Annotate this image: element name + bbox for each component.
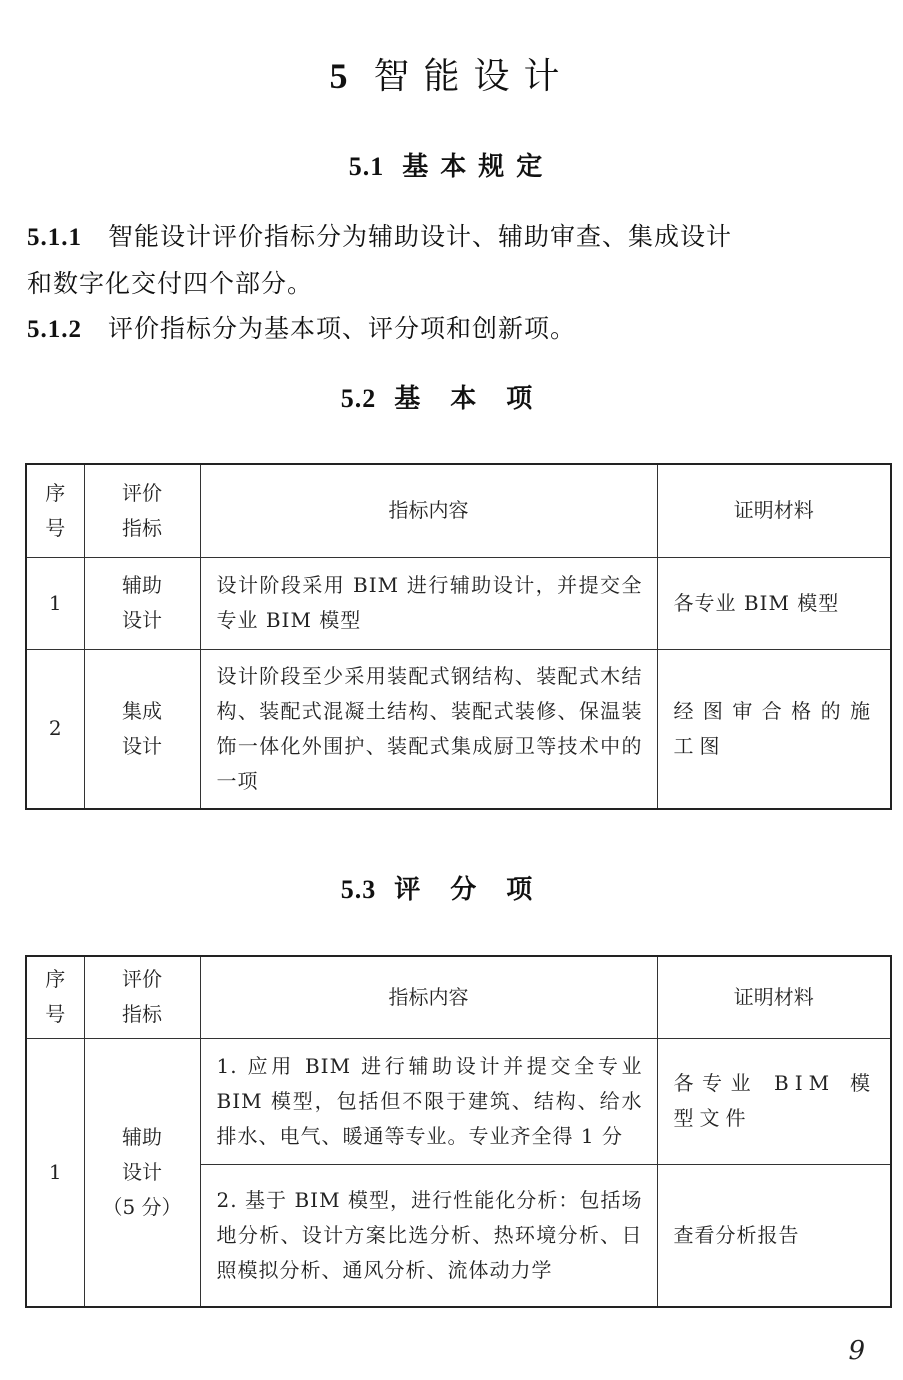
chapter-title-text: 智能设计: [373, 56, 574, 97]
cell-content: 1. 应用 BIM 进行辅助设计并提交全专业 BIM 模型，包括但不限于建筑、结构、给水排水、电气、暖通等专业。专业齐全得 1 分: [200, 1038, 657, 1164]
header-proof: 证明材料: [657, 956, 891, 1038]
cell-content: 2. 基于 BIM 模型，进行性能化分析：包括场地分析、设计方案比选分析、热环境分析、日照模拟分析、通风分析、流体动力学: [200, 1164, 657, 1307]
chapter-number: 5: [329, 56, 348, 96]
section-number: 5.2: [340, 384, 377, 413]
section-heading-5-3: [0, 873, 903, 907]
header-content: 指标内容: [200, 464, 657, 557]
scoring-items-table: [25, 955, 892, 1308]
table-row: [26, 557, 891, 649]
cell-seq: 2: [26, 649, 84, 809]
header-indicator: 评价 指标: [84, 956, 200, 1038]
header-content: 指标内容: [200, 956, 657, 1038]
section-heading-5-1: [0, 150, 903, 184]
cell-seq: 1: [26, 1038, 84, 1307]
header-proof: 证明材料: [657, 464, 891, 557]
cell-proof: 各专业 BIM 模型文件: [657, 1038, 891, 1164]
clause-5-1-1: [27, 214, 893, 307]
section-heading-5-2: [0, 382, 903, 416]
clause-text-continued: 和数字化交付四个部分。: [27, 269, 314, 298]
cell-indicator: 辅助 设计: [84, 557, 200, 649]
section-title-text: 评分项: [394, 875, 563, 905]
cell-content: 设计阶段采用 BIM 进行辅助设计，并提交全专业 BIM 模型: [200, 557, 657, 649]
clause-text: 评价指标分为基本项、评分项和创新项。: [108, 314, 577, 343]
basic-items-table: [25, 463, 892, 810]
cell-proof: 经图审合格的施工图: [657, 649, 891, 809]
clause-number: 5.1.1: [27, 224, 82, 251]
header-seq: 序 号: [26, 464, 84, 557]
page-number: 9: [848, 1336, 865, 1366]
cell-seq: 1: [26, 557, 84, 649]
header-indicator: 评价 指标: [84, 464, 200, 557]
table-header-row: [26, 956, 891, 1038]
section-number: 5.1: [348, 152, 385, 181]
clause-text: 智能设计评价指标分为辅助设计、辅助审查、集成设计: [108, 222, 733, 251]
cell-indicator: 辅助 设计 （5 分）: [84, 1038, 200, 1307]
section-title-text: 基本项: [394, 384, 563, 414]
cell-proof: 各专业 BIM 模型: [657, 557, 891, 649]
section-title-text: 基本规定: [402, 152, 555, 182]
clause-5-1-2: [27, 306, 893, 353]
cell-content: 设计阶段至少采用装配式钢结构、装配式木结构、装配式混凝土结构、装配式装修、保温装饰一体化外围护、装配式集成厨卫等技术中的一项: [200, 649, 657, 809]
header-seq: 序 号: [26, 956, 84, 1038]
table-row: [26, 649, 891, 809]
table-row: [26, 1038, 891, 1164]
chapter-title: [0, 52, 903, 101]
cell-indicator: 集成 设计: [84, 649, 200, 809]
cell-proof: 查看分析报告: [657, 1164, 891, 1307]
table-header-row: [26, 464, 891, 557]
clause-number: 5.1.2: [27, 316, 82, 343]
section-number: 5.3: [340, 875, 377, 904]
